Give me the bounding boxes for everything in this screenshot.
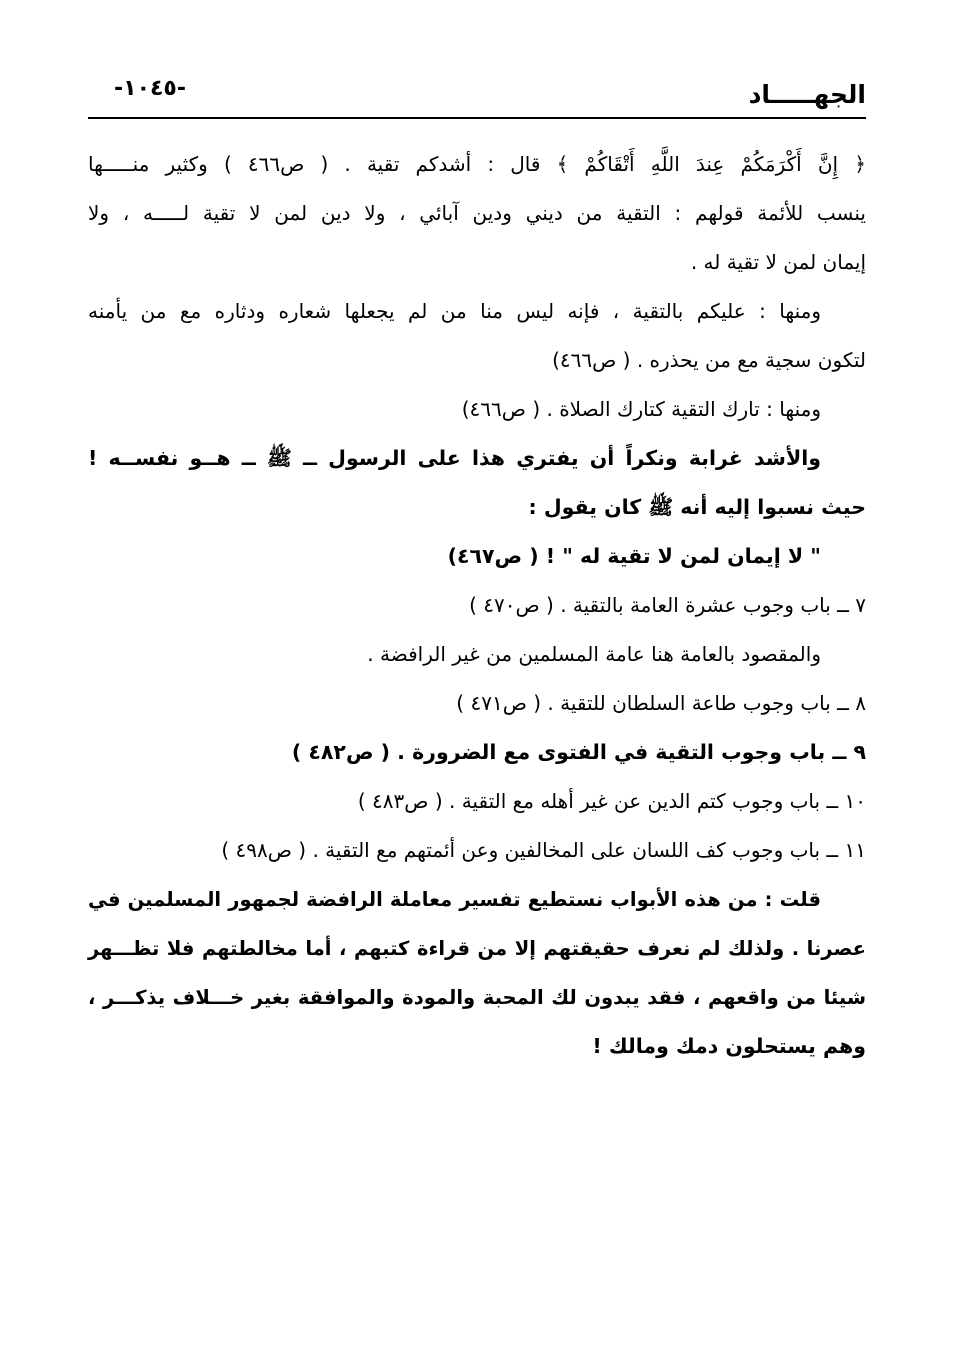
chapter-item-7: ٧ ــ باب وجوب عشرة العامة بالتقية . ( ص٤٧٠ ) xyxy=(469,593,866,617)
text-line-emphasis: عصرنا . ولذلك لم نعرف حقيقتهم إلا من قراءة كتبهم ، أما مخالطتهم فلا تظـــهر xyxy=(88,937,866,960)
chapter-item-11: ١١ ــ باب وجوب كف اللسان على المخالفين وعن أئمتهم مع التقية . ( ص٤٩٨ ) xyxy=(221,838,866,862)
hadith-quote: " لا إيمان لمن لا تقية له " ! ( ص٤٦٧) xyxy=(447,544,821,568)
chapter-title: الجهـــــاد xyxy=(748,80,866,109)
page-body xyxy=(88,140,866,1071)
text-line-quran-verse: ﴿ إِنَّ أَكْرَمَكُمْ عِندَ اللَّهِ أَتْقَاكُمْ ﴾ قال : أشدكم تقية . ( ص٤٦٦ ) وكثير منـــــها xyxy=(88,152,866,176)
text-line: ينسب للأئمة قولهم : التقية من ديني ودين آبائي ، ولا دين لمن لا تقية لـــــه ، ولا xyxy=(88,201,866,225)
chapter-item-10: ١٠ ــ باب وجوب كتم الدين عن غير أهله مع التقية . ( ص٤٨٣ ) xyxy=(357,789,866,813)
text-line: لتكون سجية مع من يحذره . ( ص٤٦٦) xyxy=(552,348,866,372)
text-line: ومنها : عليكم بالتقية ، فإنه ليس منا من لم يجعلها شعاره ودثاره مع من يأمنه xyxy=(88,299,821,323)
text-line: ومنها : تارك التقية كتارك الصلاة . ( ص٤٦٦) xyxy=(461,397,821,421)
chapter-item-9: ٩ ــ باب وجوب التقية في الفتوى مع الضرورة . ( ص٤٨٢ ) xyxy=(291,740,866,764)
header-divider xyxy=(88,117,866,119)
text-line-emphasis: قلت : من هذه الأبواب نستطيع تفسير معاملة الرافضة لجمهور المسلمين في xyxy=(88,888,821,911)
text-line-emphasis: والأشد غرابة ونكراً أن يفتري هذا على الرسول ــ ﷺ ــ هــو نفســه ! xyxy=(88,446,821,470)
text-line: والمقصود بالعامة هنا عامة المسلمين من غير الرافضة . xyxy=(367,642,821,666)
text-line-emphasis: وهم يستحلون دمك ومالك ! xyxy=(592,1034,866,1058)
text-line-emphasis: حيث نسبوا إليه أنه ﷺ كان يقول : xyxy=(528,495,866,519)
page-number: -١٠٤٥- xyxy=(114,76,186,101)
text-line-emphasis: شيئا من واقعهم ، فقد يبدون لك المحبة والمودة والموافقة بغير خـــلاف يذكـــر ، xyxy=(88,986,866,1009)
page-header xyxy=(88,70,866,120)
text-line: إيمان لمن لا تقية له . xyxy=(690,250,866,274)
chapter-item-8: ٨ ــ باب وجوب طاعة السلطان للتقية . ( ص٤٧١ ) xyxy=(456,691,866,715)
